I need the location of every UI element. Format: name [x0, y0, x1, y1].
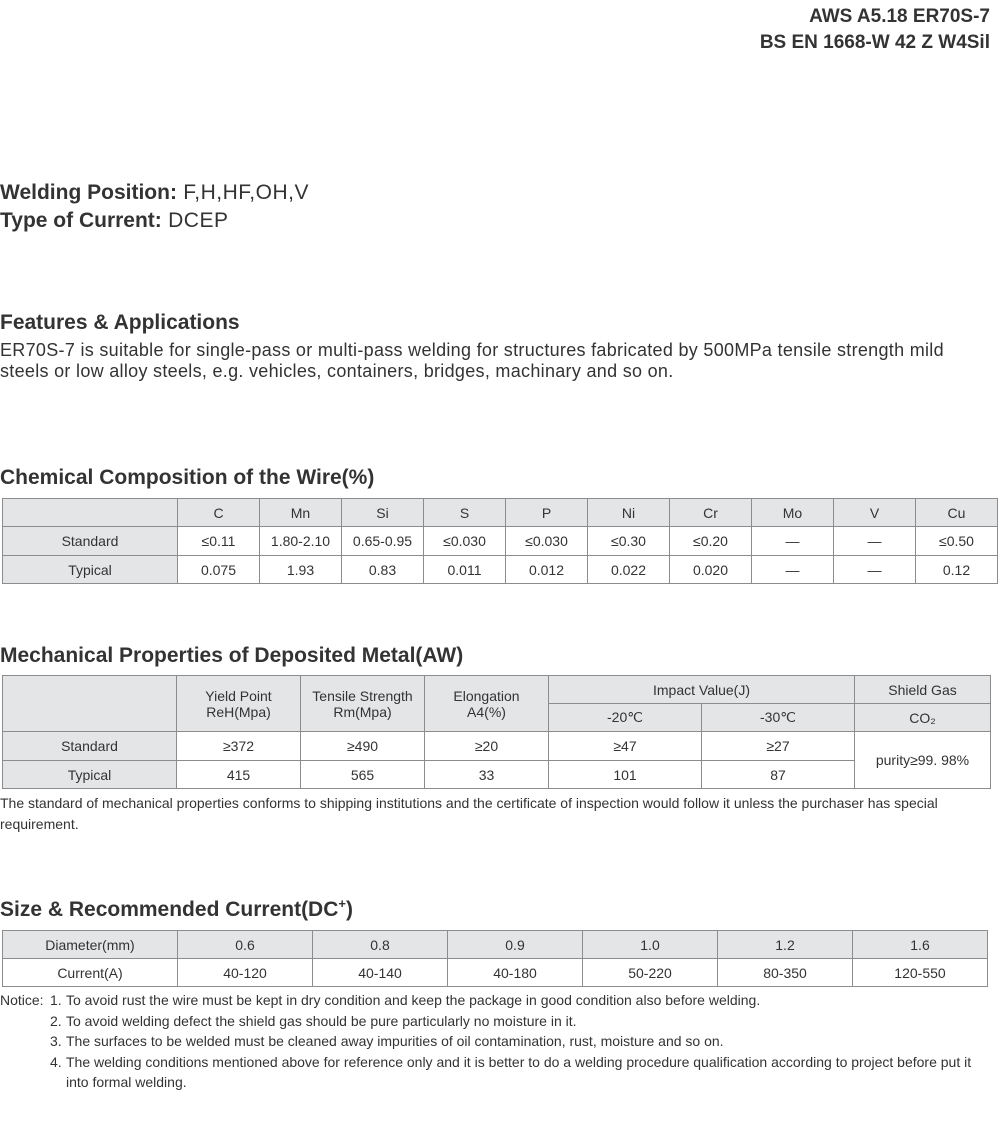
current-cell: 120-550 [853, 959, 988, 987]
notice-text: To avoid rust the wire must be kept in dry condition and keep the package in good condition also before welding. [66, 992, 761, 1008]
impact-minus-20-header: -20℃ [549, 704, 702, 732]
table-row [3, 732, 991, 761]
row-label: Typical [3, 556, 178, 584]
shield-gas-type: CO₂ [855, 704, 991, 732]
table-cell: ≤0.20 [670, 527, 752, 556]
table-cell: 0.075 [178, 556, 260, 584]
mechanical-table [2, 675, 991, 789]
notice-block [0, 990, 995, 1093]
table-cell: 0.011 [424, 556, 506, 584]
elongation-unit: A4(%) [467, 703, 506, 720]
notice-text: The surfaces to be welded must be cleaned away impurities of oil contamination, rust, moisture and so on. [66, 1033, 724, 1049]
chemical-header-cell: C [178, 499, 260, 527]
table-cell: 1.93 [260, 556, 342, 584]
notice-item [0, 1052, 995, 1093]
size-title-superscript: + [338, 896, 346, 911]
mechanical-title: Mechanical Properties of Deposited Metal(AW) [0, 644, 464, 667]
table-cell: 87 [702, 761, 855, 789]
shield-gas-header: Shield Gas [855, 676, 991, 704]
chemical-header-row [3, 499, 998, 527]
elongation-label: Elongation [453, 687, 520, 704]
standard-aws: AWS A5.18 ER70S-7 [809, 6, 990, 27]
table-cell: ≤0.030 [506, 527, 588, 556]
chemical-title: Chemical Composition of the Wire(%) [0, 466, 375, 489]
yield-point-header [177, 676, 301, 732]
standards-header [760, 4, 990, 56]
table-row [3, 527, 998, 556]
chemical-header-cell: S [424, 499, 506, 527]
diameter-cell: 1.0 [583, 931, 718, 959]
table-cell: — [834, 556, 916, 584]
standard-bs-en: BS EN 1668-W 42 Z W4Sil [759, 32, 990, 53]
notice-number: 2. [50, 1012, 62, 1029]
current-cell: 40-120 [178, 959, 313, 987]
mechanical-note: The standard of mechanical properties conforms to shipping institutions and the certificate of inspection would follow it unless the purchaser has special requirement. [0, 795, 938, 832]
current-row [3, 959, 988, 987]
notice-text: The welding conditions mentioned above for reference only and it is better to do a welding procedure qualification according to project before put it into formal welding. [66, 1053, 972, 1090]
chemical-header-cell: Si [342, 499, 424, 527]
chemical-header-cell: V [834, 499, 916, 527]
chemical-header-cell: Ni [588, 499, 670, 527]
current-label: Current(A) [3, 959, 178, 987]
table-cell: 415 [177, 761, 301, 789]
features-title: Features & Applications [0, 311, 240, 334]
size-title-end: ) [345, 898, 353, 921]
features-text: ER70S-7 is suitable for single-pass or multi-pass welding for structures fabricated by 500MPa tensile strength mild steels or low alloy steels, e.g. vehicles, containers, bridges, machinary and so on. [0, 340, 944, 381]
notice-number: 4. [50, 1053, 62, 1070]
shield-gas-purity: purity≥99. 98% [855, 732, 991, 789]
table-cell: — [834, 527, 916, 556]
table-cell: 0.12 [916, 556, 998, 584]
notice-item [0, 1011, 995, 1032]
chemical-table [2, 498, 998, 584]
notice-text: To avoid welding defect the shield gas should be pure particularly no moisture in it. [66, 1012, 577, 1029]
table-cell: ≤0.11 [178, 527, 260, 556]
chemical-header-cell: Mo [752, 499, 834, 527]
table-cell: ≥372 [177, 732, 301, 761]
table-cell: ≤0.030 [424, 527, 506, 556]
diameter-cell: 1.2 [718, 931, 853, 959]
mechanical-header-row-1 [3, 676, 991, 704]
diameter-cell: 0.8 [313, 931, 448, 959]
notice-number: 1. [50, 992, 62, 1008]
notice-number: 3. [50, 1033, 62, 1049]
table-cell: ≥47 [549, 732, 702, 761]
diameter-cell: 0.9 [448, 931, 583, 959]
welding-position-value: F,H,HF,OH,V [176, 181, 309, 204]
chemical-header-cell: P [506, 499, 588, 527]
table-cell: 33 [425, 761, 549, 789]
diameter-cell: 0.6 [178, 931, 313, 959]
table-cell: ≥490 [301, 732, 425, 761]
table-cell: 0.020 [670, 556, 752, 584]
table-cell: 101 [549, 761, 702, 789]
table-cell: 0.65-0.95 [342, 527, 424, 556]
current-cell: 80-350 [718, 959, 853, 987]
table-cell: ≤0.50 [916, 527, 998, 556]
table-cell: 0.012 [506, 556, 588, 584]
diameter-row [3, 931, 988, 959]
notice-item [0, 990, 995, 1011]
tensile-strength-unit: Rm(Mpa) [333, 703, 392, 720]
table-cell: 0.022 [588, 556, 670, 584]
table-cell: — [752, 556, 834, 584]
type-of-current [0, 209, 228, 233]
table-cell: 1.80-2.10 [260, 527, 342, 556]
chemical-header-cell: Mn [260, 499, 342, 527]
table-cell: 565 [301, 761, 425, 789]
yield-point-unit: ReH(Mpa) [206, 703, 271, 720]
table-row [3, 556, 998, 584]
impact-value-header: Impact Value(J) [549, 676, 855, 704]
tensile-strength-label: Tensile Strength [312, 687, 413, 704]
diameter-cell: 1.6 [853, 931, 988, 959]
elongation-header [425, 676, 549, 732]
table-cell: 0.83 [342, 556, 424, 584]
diameter-label: Diameter(mm) [3, 931, 178, 959]
table-row [3, 761, 991, 789]
row-label: Standard [3, 527, 178, 556]
current-cell: 40-140 [313, 959, 448, 987]
welding-position [0, 181, 309, 205]
size-title [0, 896, 353, 922]
table-cell: ≤0.30 [588, 527, 670, 556]
table-cell: ≥20 [425, 732, 549, 761]
table-cell: ≥27 [702, 732, 855, 761]
chemical-header-cell [3, 499, 178, 527]
size-title-text: Size & Recommended Current(DC [0, 898, 339, 921]
current-cell: 50-220 [583, 959, 718, 987]
row-label: Typical [3, 761, 177, 789]
welding-position-label: Welding Position: [0, 181, 177, 204]
yield-point-label: Yield Point [205, 687, 272, 704]
row-label: Standard [3, 732, 177, 761]
type-of-current-value: DCEP [161, 209, 229, 232]
notice-item [0, 1031, 995, 1052]
impact-minus-30-header: -30℃ [702, 704, 855, 732]
notice-label: Notice: [0, 992, 44, 1008]
empty-corner-cell [3, 676, 177, 732]
tensile-strength-header [301, 676, 425, 732]
type-of-current-label: Type of Current: [0, 209, 162, 232]
size-table [2, 930, 988, 987]
current-cell: 40-180 [448, 959, 583, 987]
chemical-header-cell: Cr [670, 499, 752, 527]
chemical-header-cell: Cu [916, 499, 998, 527]
table-cell: — [752, 527, 834, 556]
